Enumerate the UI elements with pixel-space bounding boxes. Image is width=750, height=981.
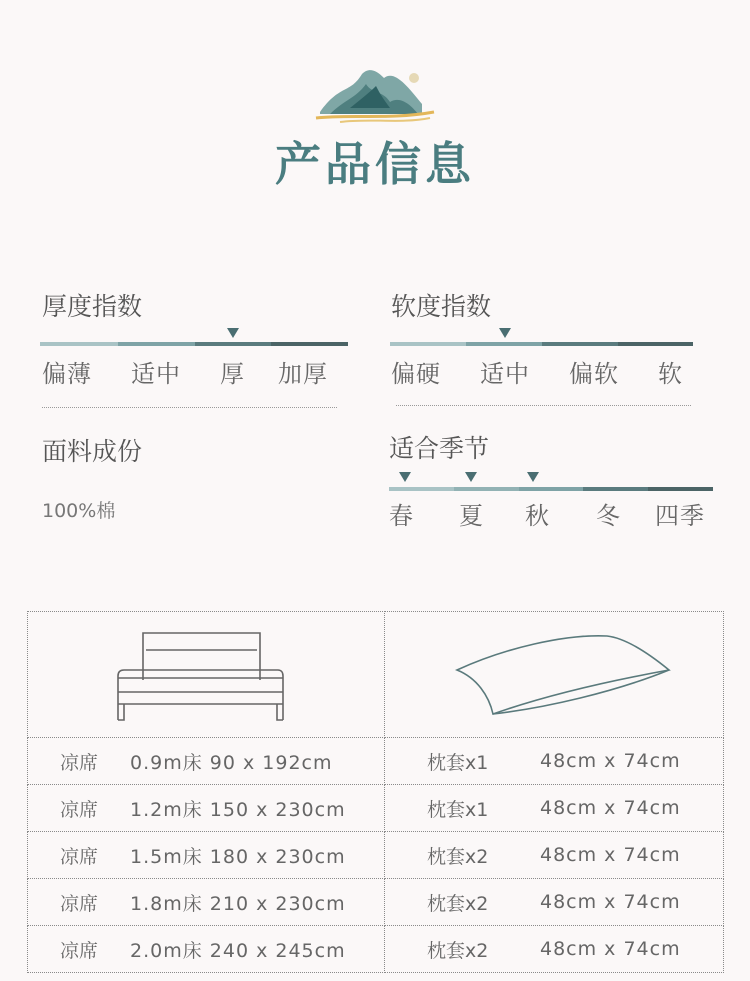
table-row [28,785,724,832]
table-row [28,879,724,926]
pillow-size: 48cm x 74cm [540,797,681,819]
thickness-option-2: 适中 [131,360,181,388]
pillow-size: 48cm x 74cm [540,891,681,913]
table-image-row [28,612,724,738]
softness-option-4: 软 [658,360,683,388]
pillow-count: 枕套x2 [427,845,489,868]
season-option-5: 四季 [655,502,705,530]
divider [42,407,337,408]
table-row [28,738,724,785]
thickness-title: 厚度指数 [42,292,143,321]
page-title: 产品信息 [275,137,475,191]
season-title: 适合季节 [389,434,490,463]
item-name: 凉席 [60,892,99,915]
bed-size: 1.5m床 180 x 230cm [130,845,346,868]
softness-bar-3 [542,342,618,346]
pillow-size: 48cm x 74cm [540,844,681,866]
pillow-size: 48cm x 74cm [540,938,681,960]
softness-option-1: 偏硬 [391,360,441,388]
item-name: 凉席 [60,798,99,821]
pillow-count: 枕套x2 [427,892,489,915]
season-indicator-icon [399,472,411,482]
thickness-option-1: 偏薄 [42,360,92,388]
softness-bar-2 [466,342,542,346]
bed-icon [28,612,384,732]
softness-indicator-icon [499,328,511,338]
thickness-option-3: 厚 [220,360,245,388]
softness-bar-1 [390,342,466,346]
pillow-size: 48cm x 74cm [540,750,681,772]
season-bar-2 [454,487,519,491]
size-table [27,611,724,973]
softness-option-3: 偏软 [569,360,619,388]
bed-size: 1.8m床 210 x 230cm [130,892,346,915]
thickness-bar-2 [118,342,195,346]
item-name: 凉席 [60,939,99,962]
pillow-count: 枕套x2 [427,939,489,962]
softness-title: 软度指数 [391,292,492,321]
season-option-1: 春 [389,502,414,530]
season-option-3: 秋 [525,502,550,530]
bed-size: 1.2m床 150 x 230cm [130,798,346,821]
season-indicator-icon [465,472,477,482]
table-row [28,832,724,879]
pillow-count: 枕套x1 [427,798,489,821]
thickness-bar-3 [195,342,271,346]
softness-option-2: 适中 [480,360,530,388]
season-option-4: 冬 [596,502,621,530]
item-name: 凉席 [60,845,99,868]
season-bar-4 [583,487,648,491]
divider [396,405,691,406]
thickness-bar-1 [40,342,118,346]
thickness-bar-4 [271,342,348,346]
season-bar-5 [648,487,713,491]
bed-size: 2.0m床 240 x 245cm [130,939,346,962]
thickness-indicator-icon [227,328,239,338]
thickness-option-4: 加厚 [278,360,328,388]
material-title: 面料成份 [42,437,143,466]
pillow-count: 枕套x1 [427,751,489,774]
pillow-icon [385,612,723,732]
softness-bar-4 [618,342,693,346]
item-name: 凉席 [60,751,99,774]
season-indicator-icon [527,472,539,482]
table-row [28,926,724,973]
season-bar-3 [519,487,583,491]
bed-size: 0.9m床 90 x 192cm [130,751,333,774]
mountain-landscape-icon [310,64,440,126]
season-bar-1 [389,487,454,491]
material-value: 100%棉 [42,500,116,522]
season-option-2: 夏 [459,502,484,530]
